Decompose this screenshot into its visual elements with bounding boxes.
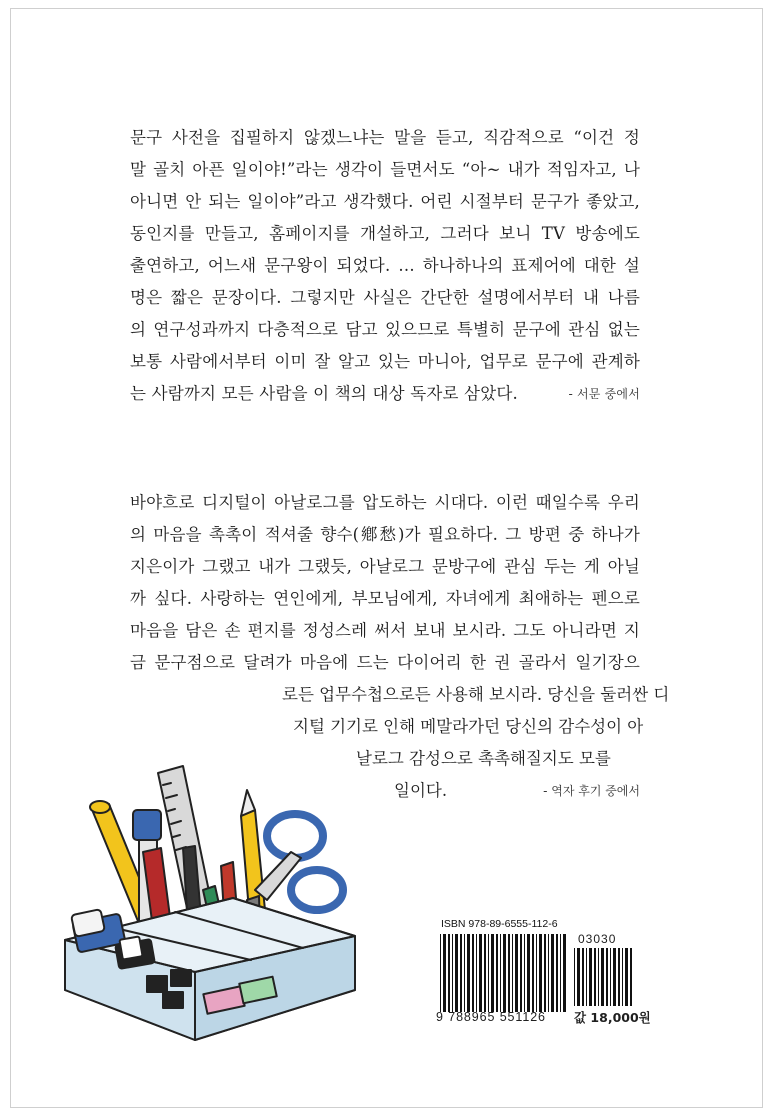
barcode-bar [515,934,518,1012]
excerpt-line: 동인지를 만들고, 홈페이지를 개설하고, 그러다 보니 TV 방송에도 [130,224,640,243]
barcode-bar [601,948,604,1006]
barcode-bar [598,948,599,1006]
barcode-bar [582,948,584,1006]
barcode-bar [440,934,441,1012]
barcode-bar [467,934,470,1012]
barcode-bar [574,948,575,1006]
barcode-bar [544,934,546,1012]
excerpt-line: 문구 사전을 집필하지 않겠느냐는 말을 듣고, 직감적으로 “이건 정 [130,128,640,147]
excerpt-line: 로든 업무수첩으로든 사용해 보시라. 당신을 둘러싼 디 [282,685,670,704]
barcode-bar [586,948,587,1006]
isbn-digits: 9 788965 551126 [436,1010,546,1024]
preface-source: - 서문 중에서 [568,387,640,401]
barcode-bar [613,948,616,1006]
excerpt-line: 출연하고, 어느새 문구왕이 되었다. … 하나하나의 표제어에 대한 설 [130,256,640,275]
excerpt-line: 아니면 안 되는 일이야”라고 생각했다. 어린 시절부터 문구가 좋았고, [130,192,640,211]
barcode-bar [488,934,489,1012]
excerpt-line: 날로그 감성으로 촉촉해질지도 모를 [356,749,611,768]
barcode-bar [539,934,542,1012]
excerpt-line: 지털 기기로 인해 메말라가던 당신의 감수성이 아 [293,717,644,736]
barcode-bar [479,934,482,1012]
barcode-bar [594,948,596,1006]
excerpt-line: 의 연구성과까지 다층적으로 담고 있으므로 특별히 문구에 관심 없는 [130,320,640,339]
barcode-bar [589,948,592,1006]
excerpt-line: 지은이가 그랬고 내가 그랬듯, 아날로그 문방구에 관심 두는 게 아닐 [130,557,640,576]
barcode-bar [472,934,474,1012]
barcode-bar [520,934,522,1012]
isbn-barcode [440,934,568,1012]
barcode-bar [455,934,458,1012]
barcode-bar [452,934,453,1012]
barcode-bar [460,934,462,1012]
barcode-bar [524,934,525,1012]
barcode-bar [606,948,608,1006]
barcode-bar [548,934,549,1012]
barcode-bar [448,934,450,1012]
barcode-bar [618,948,620,1006]
barcode-bar [491,934,494,1012]
stationery-organizer-illustration [55,740,395,1070]
isbn-label: ISBN 978-89-6555-112-6 [441,918,558,930]
excerpt-line: 말 골치 아픈 일이야!”라는 생각이 들면서도 “아~ 내가 적임자고, 나 [130,160,640,179]
barcode-bar [527,934,530,1012]
barcode-bar [560,934,561,1012]
excerpt-line-text: 는 사람까지 모든 사람을 이 책의 대상 독자로 삼았다. [130,384,518,403]
barcode-bar [622,948,623,1006]
barcode-bar [496,934,498,1012]
translator-source: - 역자 후기 중에서 [543,784,640,798]
excerpt-line: 까 싶다. 사랑하는 연인에게, 부모님에게, 자녀에게 최애하는 펜으로 [130,589,640,608]
barcode-bar [610,948,611,1006]
barcode-bar [512,934,513,1012]
addon-barcode [574,948,636,1006]
excerpt-line: 바야흐로 디지털이 아날로그를 압도하는 시대다. 이런 때일수록 우리 [130,493,640,512]
barcode-bar [484,934,486,1012]
excerpt-line-last [130,378,640,410]
barcode-bar [500,934,501,1012]
preface-excerpt [130,122,640,410]
excerpt-line-text: 일이다. [394,781,448,800]
barcode-bar [577,948,580,1006]
barcode-bar [556,934,558,1012]
barcode-bar [476,934,477,1012]
addon-code: 03030 [578,932,617,946]
price-label: 값 18,000원 [574,1010,651,1025]
barcode-bar [503,934,506,1012]
barcode-bar [443,934,446,1012]
excerpt-line: 금 문구점으로 달려가 마음에 드는 다이어리 한 권 골라서 일기장으 [130,653,640,672]
barcode-bar [464,934,465,1012]
barcode-bar [536,934,537,1012]
barcode-bar [508,934,510,1012]
barcode-bar [551,934,554,1012]
barcode-bar [630,948,632,1006]
barcode-bar [563,934,566,1012]
excerpt-line: 의 마음을 촉촉이 적셔줄 향수(鄕愁)가 필요하다. 그 방편 중 하나가 [130,525,640,544]
excerpt-line: 보통 사람에서부터 이미 잘 알고 있는 마니아, 업무로 문구에 관계하 [130,352,640,371]
barcode-bar [532,934,534,1012]
excerpt-line: 마음을 담은 손 편지를 정성스레 써서 보내 보시라. 그도 아니라면 지 [130,621,640,640]
excerpt-line: 명은 짧은 문장이다. 그렇지만 사실은 간단한 설명에서부터 내 나름 [130,288,640,307]
barcode-bar [625,948,628,1006]
